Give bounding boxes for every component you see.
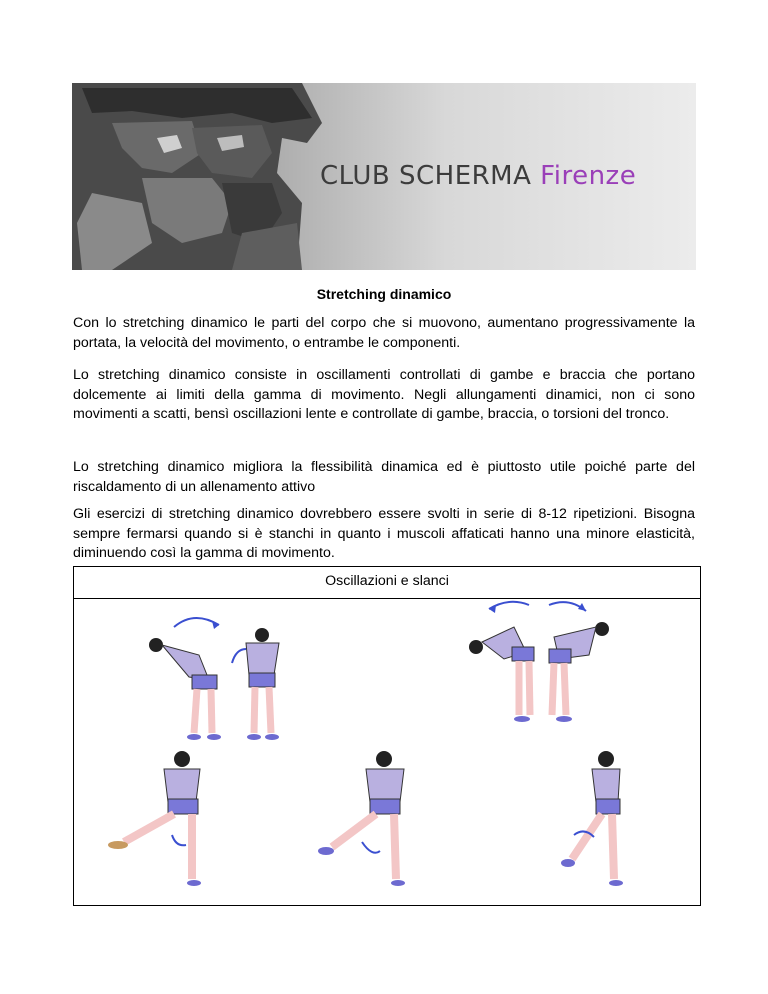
brand-word-club: CLUB [320,161,391,191]
exercise-table [73,566,701,906]
lateral-leg-swing-illustration [104,747,234,892]
rear-leg-swing-illustration [544,747,654,892]
brand-word-scherma: SCHERMA [398,161,532,191]
paragraph-3: Lo stretching dinamico migliora la flessibilità dinamica ed è piuttosto utile poiché parte del riscaldamento di un allenamento attivo [73,459,695,495]
paragraph-1: Con lo stretching dinamico le parti del corpo che si muovono, aumentano progressivamente la portata, la velocità del movimento, o entrambe le componenti. [73,315,695,351]
forward-bend-illustration [464,597,614,737]
header-banner [72,83,696,270]
front-leg-swing-illustration [314,747,444,892]
exercise-table-header: Oscillazioni e slanci [74,567,700,599]
side-bend-illustration [134,605,314,745]
document-title: Stretching dinamico [316,286,452,302]
brand-word-firenze: Firenze [540,161,637,191]
club-brand-name [320,161,636,191]
paragraph-4: Gli esercizi di stretching dinamico dovrebbero essere svolti in serie di 8-12 ripetizioni. Bisogna sempre fermarsi quando si è stanchi in quanto i muscoli affaticati hanno una minore elasticità, diminuendo così la gamma di movimento. [73,506,695,561]
paragraph-2: Lo stretching dinamico consiste in oscillamenti controllati di gambe e braccia che portano dolcemente ai limiti della gamma di movimento. Negli allungamenti dinamici, non ci sono movimenti a scatti, bensì oscillazioni lente e controllate di gambe, braccia, o torsioni del tronco. [73,367,695,422]
